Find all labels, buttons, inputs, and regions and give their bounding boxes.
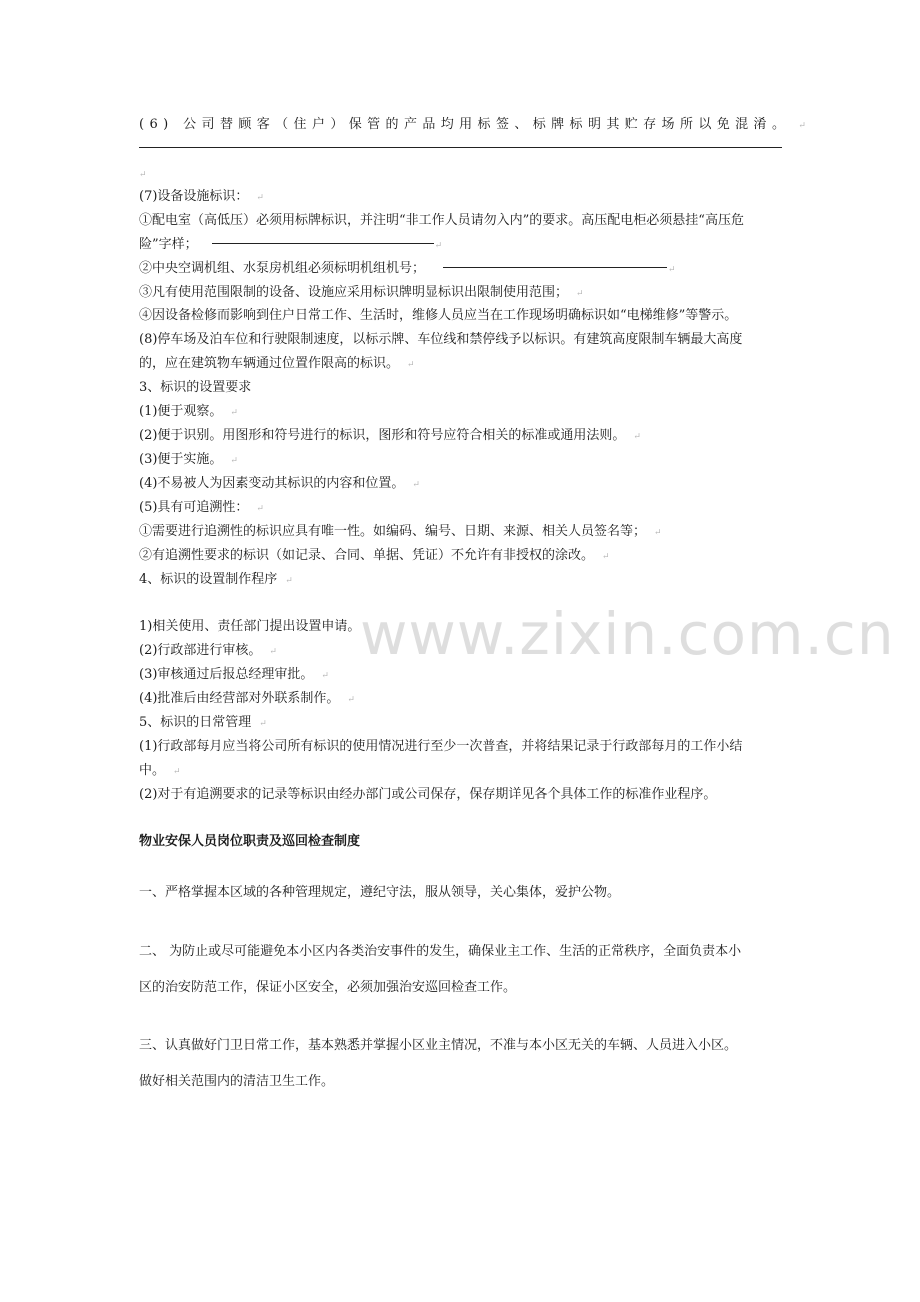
s3-item-1 [139,403,238,422]
s3-item-5-text: (5)具有可追溯性： [139,500,249,515]
heading-item-6 [139,116,811,135]
section-5-heading [139,714,267,733]
item-7-1-line2 [139,236,442,255]
duty-1 [139,884,620,902]
s5-item-1-line1 [139,738,742,756]
s3-item-5-2-text: ②有追溯性要求的标识（如记录、合同、单据、凭证）不允许有非授权的涂改。 [139,548,595,563]
s5-item-1-text-cont: 中。 [139,763,166,778]
item-7-4 [139,307,737,325]
s4-item-1 [139,618,360,636]
s5-item-1-line2 [139,762,181,781]
s3-item-2 [139,427,641,446]
paragraph-mark: ↵ [668,265,676,275]
s4-item-4-text: (4)批准后由经营部对外联系制作。 [139,691,340,706]
s4-item-2 [139,642,277,661]
item-7-1-line1 [139,212,744,230]
paragraph-mark: ↵ [434,241,443,251]
paragraph-mark: ↵ [576,289,584,299]
empty-paragraph [139,165,147,184]
s4-item-1-text: 1)相关使用、责任部门提出设置申请。 [139,619,361,634]
s4-item-3 [139,666,329,685]
paragraph-mark: ↵ [798,121,812,131]
fill-in-blank [212,243,434,244]
s4-item-4 [139,690,355,709]
item-7-text: (7)设备设施标识： [139,189,249,204]
s3-item-2-text: (2)便于识别。用图形和符号进行的标识，图形和符号应符合相关的标准或通用法则。 [139,428,626,443]
s3-item-5-2 [139,547,610,566]
fill-in-blank [443,267,667,268]
s5-item-2 [139,786,716,804]
s4-item-2-text: (2)行政部进行审核。 [139,643,262,658]
item-7-1-text-cont: 险”字样； [139,237,198,252]
section-3-heading [139,379,251,397]
duty-3-line2 [139,1073,334,1091]
horizontal-rule [139,147,782,148]
paragraph-mark: ↵ [230,456,238,466]
section-title [139,833,360,851]
duty-2-text-cont: 区的治安防范工作，保证小区安全，必须加强治安巡回检查工作。 [139,980,517,995]
section-5-text: 5、标识的日常管理 [139,715,252,730]
paragraph-mark: ↵ [256,193,264,203]
duty-3-text: 三、认真做好门卫日常工作，基本熟悉并掌握小区业主情况，不准与本小区无关的车辆、人员进入小区。 [139,1038,738,1053]
section-4-text: 4、标识的设置制作程序 [139,572,278,587]
section-4-heading [139,571,293,590]
item-8-line1 [139,331,742,349]
s3-item-4-text: (4)不易被人为因素变动其标识的内容和位置。 [139,476,405,491]
paragraph-mark: ↵ [259,719,267,729]
duty-3-text-cont: 做好相关范围内的清洁卫生工作。 [139,1074,335,1089]
paragraph-mark: ↵ [139,170,147,180]
s3-item-1-text: (1)便于观察。 [139,404,223,419]
s3-item-5-1-text: ①需要进行追溯性的标识应具有唯一性。如编码、编号、日期、来源、相关人员签名等； [139,524,647,539]
item-7-1-text: ①配电室（高低压）必须用标牌标识，并注明“非工作人员请勿入内”的要求。高压配电柜必须悬挂“高压危 [139,213,744,228]
duty-3-line1 [139,1037,737,1055]
s3-item-4 [139,475,420,494]
paragraph-mark: ↵ [256,504,264,514]
item-8-text: (8)停车场及泊车位和行驶限制速度，以标示牌、车位线和禁停线予以标识。有建筑高度限制车辆最大高度 [139,332,743,347]
s5-item-1-text: (1)行政部每月应当将公司所有标识的使用情况进行至少一次普查，并将结果记录于行政部每月的工作小结 [139,739,743,754]
item-8-text-cont: 的，应在建筑物车辆通过位置作限高的标识。 [139,356,400,371]
paragraph-mark: ↵ [230,408,238,418]
paragraph-mark: ↵ [269,647,277,657]
paragraph-mark: ↵ [347,695,355,705]
paragraph-mark: ↵ [285,576,293,586]
paragraph-mark: ↵ [321,671,329,681]
paragraph-mark: ↵ [633,432,641,442]
item-7-4-text: ④因设备检修而影响到住户日常工作、生活时，维修人员应当在工作现场明确标识如“电梯维修”等警示。 [139,308,738,323]
s3-item-3-text: (3)便于实施。 [139,452,223,467]
item-7-2-text: ②中央空调机组、水泵房机组必须标明机组机号； [139,261,426,276]
s5-item-2-text: (2)对于有追溯要求的记录等标识由经办部门或公司保存，保存期详见各个具体工作的标准作业程序。 [139,787,717,802]
item-7 [139,188,264,207]
section-3-text: 3、标识的设置要求 [139,380,252,395]
paragraph-mark: ↵ [173,767,181,777]
item-7-3 [139,284,584,303]
duty-2-line1 [139,943,741,961]
paragraph-mark: ↵ [407,360,415,370]
paragraph-mark: ↵ [654,528,662,538]
paragraph-mark: ↵ [602,552,610,562]
duty-2-text: 二、 为防止或尽可能避免本小区内各类治安事件的发生，确保业主工作、生活的正常秩序，全面负责本小 [139,944,742,959]
item-7-3-text: ③凡有使用范围限制的设备、设施应采用标识牌明显标识出限制使用范围； [139,285,569,300]
item-7-2 [139,260,676,279]
s4-item-3-text: (3)审核通过后报总经理审批。 [139,667,314,682]
paragraph-mark: ↵ [412,480,420,490]
s3-item-3 [139,451,238,470]
s3-item-5 [139,499,264,518]
duty-1-text: 一、严格掌握本区域的各种管理规定，遵纪守法，服从领导，关心集体，爱护公物。 [139,885,621,900]
item-8-line2 [139,355,415,374]
duty-2-line2 [139,979,516,997]
heading-item-6-text: (6) 公司替顾客（住户）保管的产品均用标签、标牌标明其贮存场所以免混淆。 [139,117,791,132]
watermark: www.zixin.com.cn [360,600,895,668]
s3-item-5-1 [139,523,662,542]
section-title-text: 物业安保人员岗位职责及巡回检查制度 [139,834,361,849]
